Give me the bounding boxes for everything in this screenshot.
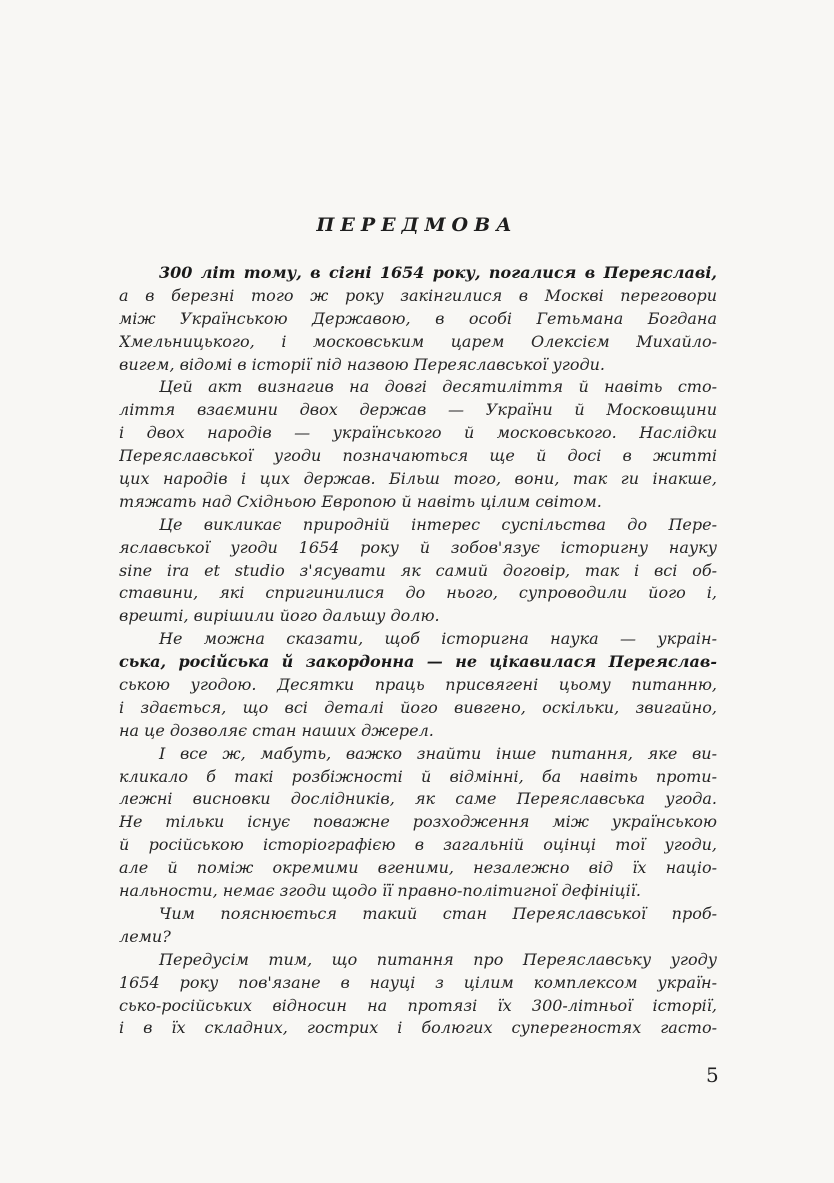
text-line: тяжать над Східньою Европою й навіть цілим світом. — [119, 491, 602, 511]
text-line: нальности, немає згоди щодо її правно-політигної дефініції. — [119, 881, 641, 901]
text-line: і здається, що всі деталі його вивгено, оскільки, звигайно, — [119, 697, 717, 717]
text-line: й російською історіографією в загальній оцінці тої угоди, — [119, 835, 717, 855]
text-line: Не тільки існує поважне розходження між українською — [119, 812, 717, 832]
text-line: 300 літ тому, в сігні 1654 року, погалися в Переяславі, — [159, 263, 717, 282]
text-line: Хмельницького, і московським царем Олексієм Михайло- — [119, 331, 717, 351]
text-line: між Українською Державою, в особі Гетьмана Богдана — [119, 308, 717, 328]
text-line: леми? — [119, 926, 171, 946]
text-line: Чим пояснюється такий стан Переяславської проб- — [159, 903, 717, 923]
text-line: Не можна сказати, щоб історигна наука — украін- — [159, 629, 717, 649]
text-line: 1654 року пов'язане в науці з цілим комплексом україн- — [119, 972, 717, 992]
text-line: Передусім тим, що питання про Переяславську угоду — [159, 949, 717, 969]
text-line: цих народів і цих держав. Більш того, вони, так ги інакше, — [119, 469, 717, 489]
page-title: ПЕРЕДМОВА — [316, 214, 518, 236]
text-line: на це дозволяє стан наших джерел. — [119, 720, 434, 740]
text-line: Цей акт визнагив на довгі десятиліття й навіть сто- — [159, 377, 717, 397]
text-line: а в березні того ж року закінгилися в Москві переговори — [119, 285, 717, 305]
text-line: sine ira et studio з'ясувати як самий договір, так і всі об- — [119, 560, 717, 580]
text-line: і двох народів — українського й московського. Наслідки — [119, 423, 717, 443]
text-line: Переяславської угоди позначаються ще й досі в житті — [119, 446, 717, 466]
text-line: яславської угоди 1654 року й зобов'язує історигну науку — [119, 537, 717, 557]
text-line: кликало б такі розбіжності й відмінні, ба навіть проти- — [119, 766, 717, 786]
text-line: І все ж, мабуть, важко знайти інше питання, яке ви- — [159, 743, 717, 763]
text-line: ською угодою. Десятки праць присвягені цьому питанню, — [119, 675, 717, 695]
text-line: але й поміж окремими вгеними, незалежно від їх націо- — [119, 858, 717, 878]
text-line: Це викликає природній інтерес суспільства до Пере- — [159, 514, 717, 534]
preface-text — [119, 262, 717, 1040]
text-line: ліття взаємини двох держав — України й Московщини — [119, 400, 717, 420]
text-line: лежні висновки дослідників, як саме Переяславська угода. — [119, 789, 717, 809]
text-line: врешті, вирішили його дальшу долю. — [119, 606, 440, 626]
text-line: і в їх складних, гострих і болюгих суперегностях гасто- — [119, 1018, 717, 1038]
text-line: ставини, які спригинилися до нього, супроводили його і, — [119, 583, 717, 603]
text-line: сько-російських відносин на протязі їх 300-літньої історії, — [119, 995, 717, 1015]
page-number: 5 — [706, 1063, 719, 1087]
text-line: вигем, відомі в історії під назвою Переяславської угоди. — [119, 354, 606, 374]
text-line: ська, російська й закордонна — не цікавилася Переяслав- — [119, 652, 717, 672]
